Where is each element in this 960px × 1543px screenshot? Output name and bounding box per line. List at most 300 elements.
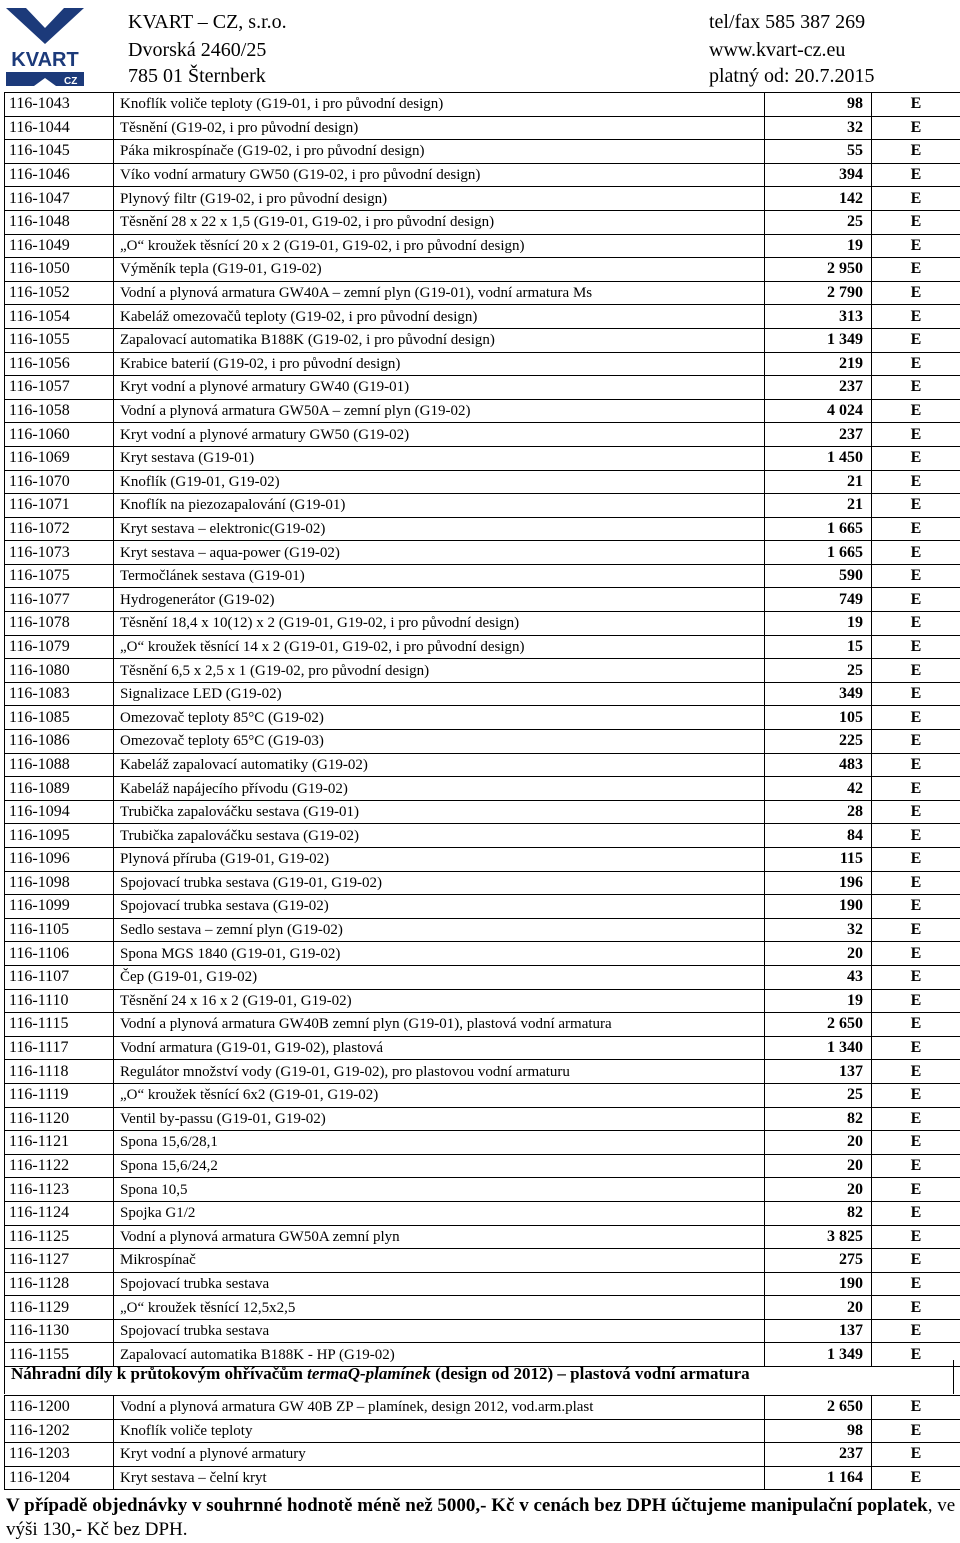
item-code: 116-1046 — [5, 163, 114, 187]
item-code: 116-1125 — [5, 1225, 114, 1249]
item-price: 98 — [765, 1419, 872, 1443]
item-code: 116-1115 — [5, 1013, 114, 1037]
item-price: 20 — [765, 1154, 872, 1178]
item-name: Kryt vodní a plynové armatury GW40 (G19-01) — [114, 376, 765, 400]
item-name: Omezovač teploty 65°C (G19-03) — [114, 730, 765, 754]
section-heading — [4, 1360, 954, 1394]
table-row — [5, 1249, 960, 1273]
item-name: Plynová příruba (G19-01, G19-02) — [114, 848, 765, 872]
item-price: 190 — [765, 895, 872, 919]
item-currency: E — [872, 730, 960, 754]
item-code: 116-1120 — [5, 1107, 114, 1131]
item-price: 2 650 — [765, 1396, 872, 1420]
item-code: 116-1052 — [5, 281, 114, 305]
price-table-2012 — [4, 1395, 960, 1490]
item-currency: E — [872, 848, 960, 872]
table-row — [5, 541, 960, 565]
table-row — [5, 1443, 960, 1467]
item-code: 116-1056 — [5, 352, 114, 376]
table-row — [5, 446, 960, 470]
table-row — [5, 965, 960, 989]
table-row — [5, 116, 960, 140]
item-currency: E — [872, 1466, 960, 1490]
item-code: 116-1048 — [5, 210, 114, 234]
item-currency: E — [872, 399, 960, 423]
footer-note-normal: , ve výši 130,- Kč bez DPH. — [6, 1495, 956, 1540]
item-code: 116-1124 — [5, 1201, 114, 1225]
table-row — [5, 1396, 960, 1420]
item-code: 116-1071 — [5, 494, 114, 518]
table-row — [5, 1107, 960, 1131]
item-name: Kryt vodní a plynové armatury GW50 (G19-02) — [114, 423, 765, 447]
item-currency: E — [872, 281, 960, 305]
item-name: Omezovač teploty 85°C (G19-02) — [114, 706, 765, 730]
item-name: Těsnění (G19-02, i pro původní design) — [114, 116, 765, 140]
item-price: 590 — [765, 564, 872, 588]
table-row — [5, 1466, 960, 1490]
item-name: Plynový filtr (G19-02, i pro původní design) — [114, 187, 765, 211]
item-name: Knoflík voliče teploty (G19-01, i pro původní design) — [114, 93, 765, 117]
item-name: Spojovací trubka sestava (G19-02) — [114, 895, 765, 919]
section-heading-part1: Náhradní díly k průtokovým ohřívačům — [11, 1364, 308, 1383]
item-code: 116-1096 — [5, 848, 114, 872]
table-row — [5, 871, 960, 895]
item-currency: E — [872, 965, 960, 989]
item-price: 137 — [765, 1060, 872, 1084]
item-code: 116-1127 — [5, 1249, 114, 1273]
item-price: 42 — [765, 777, 872, 801]
item-price: 20 — [765, 1296, 872, 1320]
item-currency: E — [872, 682, 960, 706]
item-currency: E — [872, 1178, 960, 1202]
item-name: Kryt sestava – elektronic(G19-02) — [114, 517, 765, 541]
item-price: 2 950 — [765, 258, 872, 282]
item-code: 116-1117 — [5, 1036, 114, 1060]
item-code: 116-1070 — [5, 470, 114, 494]
item-currency: E — [872, 635, 960, 659]
item-price: 1 164 — [765, 1466, 872, 1490]
item-name: Zapalovací automatika B188K (G19-02, i pro původní design) — [114, 328, 765, 352]
item-currency: E — [872, 564, 960, 588]
table-row — [5, 682, 960, 706]
item-price: 1 665 — [765, 541, 872, 565]
item-currency: E — [872, 116, 960, 140]
item-price: 1 450 — [765, 446, 872, 470]
item-code: 116-1118 — [5, 1060, 114, 1084]
item-code: 116-1106 — [5, 942, 114, 966]
item-code: 116-1073 — [5, 541, 114, 565]
table-row — [5, 328, 960, 352]
item-name: Ventil by-passu (G19-01, G19-02) — [114, 1107, 765, 1131]
page-header — [0, 0, 960, 92]
table-row — [5, 1013, 960, 1037]
item-name: Spona 15,6/28,1 — [114, 1131, 765, 1155]
table-row — [5, 140, 960, 164]
item-name: Hydrogenerátor (G19-02) — [114, 588, 765, 612]
item-name: Trubička zapalováčku sestava (G19-01) — [114, 800, 765, 824]
item-currency: E — [872, 871, 960, 895]
item-currency: E — [872, 1083, 960, 1107]
item-code: 116-1060 — [5, 423, 114, 447]
item-price: 237 — [765, 423, 872, 447]
section-heading-part3: (design od 2012) – plastová vodní armatura — [430, 1364, 750, 1383]
item-name: Kabeláž omezovačů teploty (G19-02, i pro původní design) — [114, 305, 765, 329]
table-row — [5, 423, 960, 447]
item-price: 1 349 — [765, 328, 872, 352]
item-code: 116-1075 — [5, 564, 114, 588]
item-currency: E — [872, 1154, 960, 1178]
kvart-logo — [4, 4, 86, 88]
item-code: 116-1121 — [5, 1131, 114, 1155]
company-city: 785 01 Šternberk — [128, 65, 266, 87]
item-currency: E — [872, 305, 960, 329]
table-row — [5, 895, 960, 919]
table-row — [5, 942, 960, 966]
item-currency: E — [872, 1060, 960, 1084]
item-code: 116-1069 — [5, 446, 114, 470]
item-code: 116-1155 — [5, 1343, 114, 1367]
table-row — [5, 494, 960, 518]
item-code: 116-1200 — [5, 1396, 114, 1420]
item-currency: E — [872, 1036, 960, 1060]
item-currency: E — [872, 140, 960, 164]
item-code: 116-1089 — [5, 777, 114, 801]
item-name: Víko vodní armatury GW50 (G19-02, i pro původní design) — [114, 163, 765, 187]
item-code: 116-1072 — [5, 517, 114, 541]
item-code: 116-1107 — [5, 965, 114, 989]
item-currency: E — [872, 517, 960, 541]
table-row — [5, 1296, 960, 1320]
table-row — [5, 305, 960, 329]
item-code: 116-1080 — [5, 659, 114, 683]
item-price: 25 — [765, 210, 872, 234]
table-row — [5, 376, 960, 400]
item-name: Zapalovací automatika B188K - HP (G19-02) — [114, 1343, 765, 1367]
table-row — [5, 1154, 960, 1178]
item-currency: E — [872, 1107, 960, 1131]
item-price: 142 — [765, 187, 872, 211]
item-price: 137 — [765, 1319, 872, 1343]
item-currency: E — [872, 234, 960, 258]
item-currency: E — [872, 328, 960, 352]
item-price: 21 — [765, 494, 872, 518]
item-price: 483 — [765, 753, 872, 777]
item-name: Kryt sestava – aqua-power (G19-02) — [114, 541, 765, 565]
table-row — [5, 1319, 960, 1343]
item-price: 21 — [765, 470, 872, 494]
item-code: 116-1083 — [5, 682, 114, 706]
item-name: Mikrospínač — [114, 1249, 765, 1273]
item-code: 116-1057 — [5, 376, 114, 400]
table-row — [5, 848, 960, 872]
item-price: 20 — [765, 1178, 872, 1202]
item-currency: E — [872, 1396, 960, 1420]
item-name: Vodní a plynová armatura GW50A – zemní plyn (G19-02) — [114, 399, 765, 423]
item-currency: E — [872, 1249, 960, 1273]
item-currency: E — [872, 187, 960, 211]
item-price: 98 — [765, 93, 872, 117]
item-name: Knoflík (G19-01, G19-02) — [114, 470, 765, 494]
item-currency: E — [872, 1443, 960, 1467]
item-name: Signalizace LED (G19-02) — [114, 682, 765, 706]
item-price: 2 790 — [765, 281, 872, 305]
item-name: Sedlo sestava – zemní plyn (G19-02) — [114, 918, 765, 942]
item-currency: E — [872, 1201, 960, 1225]
item-price: 190 — [765, 1272, 872, 1296]
item-code: 116-1045 — [5, 140, 114, 164]
item-name: Kryt sestava – čelní kryt — [114, 1466, 765, 1490]
table-row — [5, 918, 960, 942]
item-code: 116-1122 — [5, 1154, 114, 1178]
item-currency: E — [872, 659, 960, 683]
table-row — [5, 824, 960, 848]
item-currency: E — [872, 258, 960, 282]
item-price: 32 — [765, 116, 872, 140]
table-row — [5, 1131, 960, 1155]
item-name: Kabeláž napájecího přívodu (G19-02) — [114, 777, 765, 801]
item-name: Spojovací trubka sestava — [114, 1319, 765, 1343]
item-currency: E — [872, 163, 960, 187]
table-row — [5, 730, 960, 754]
item-currency: E — [872, 612, 960, 636]
item-price: 55 — [765, 140, 872, 164]
item-name: „O“ kroužek těsnící 14 x 2 (G19-01, G19-02, i pro původní design) — [114, 635, 765, 659]
logo-text: KVART — [11, 49, 79, 71]
item-price: 19 — [765, 234, 872, 258]
item-currency: E — [872, 1013, 960, 1037]
item-price: 1 349 — [765, 1343, 872, 1367]
item-currency: E — [872, 989, 960, 1013]
item-name: Spona 15,6/24,2 — [114, 1154, 765, 1178]
item-currency: E — [872, 541, 960, 565]
item-name: Termočlánek sestava (G19-01) — [114, 564, 765, 588]
item-price: 225 — [765, 730, 872, 754]
item-price: 196 — [765, 871, 872, 895]
item-code: 116-1049 — [5, 234, 114, 258]
item-price: 749 — [765, 588, 872, 612]
item-price: 82 — [765, 1107, 872, 1131]
table-row — [5, 210, 960, 234]
table-row — [5, 399, 960, 423]
item-code: 116-1058 — [5, 399, 114, 423]
valid-from: platný od: 20.7.2015 — [709, 65, 875, 87]
item-name: Vodní a plynová armatura GW50A zemní plyn — [114, 1225, 765, 1249]
item-currency: E — [872, 588, 960, 612]
item-price: 394 — [765, 163, 872, 187]
item-name: Těsnění 6,5 x 2,5 x 1 (G19-02, pro původní design) — [114, 659, 765, 683]
item-code: 116-1123 — [5, 1178, 114, 1202]
item-code: 116-1094 — [5, 800, 114, 824]
item-name: „O“ kroužek těsnící 20 x 2 (G19-01, G19-02, i pro původní design) — [114, 234, 765, 258]
item-price: 1 665 — [765, 517, 872, 541]
item-code: 116-1050 — [5, 258, 114, 282]
item-code: 116-1043 — [5, 93, 114, 117]
item-currency: E — [872, 800, 960, 824]
table-row — [5, 777, 960, 801]
item-code: 116-1054 — [5, 305, 114, 329]
table-row — [5, 564, 960, 588]
table-row — [5, 1225, 960, 1249]
item-currency: E — [872, 470, 960, 494]
item-currency: E — [872, 1296, 960, 1320]
item-code: 116-1130 — [5, 1319, 114, 1343]
item-name: Spojka G1/2 — [114, 1201, 765, 1225]
item-name: Kryt sestava (G19-01) — [114, 446, 765, 470]
item-name: Těsnění 28 x 22 x 1,5 (G19-01, G19-02, i pro původní design) — [114, 210, 765, 234]
table-row — [5, 258, 960, 282]
company-phone: tel/fax 585 387 269 — [709, 11, 866, 33]
item-name: Regulátor množství vody (G19-01, G19-02), pro plastovou vodní armaturu — [114, 1060, 765, 1084]
item-currency: E — [872, 494, 960, 518]
item-price: 237 — [765, 376, 872, 400]
item-price: 20 — [765, 942, 872, 966]
table-row — [5, 706, 960, 730]
item-code: 116-1079 — [5, 635, 114, 659]
item-price: 28 — [765, 800, 872, 824]
item-price: 1 340 — [765, 1036, 872, 1060]
item-name: Knoflík na piezozapalování (G19-01) — [114, 494, 765, 518]
item-price: 15 — [765, 635, 872, 659]
table-row — [5, 989, 960, 1013]
item-currency: E — [872, 1319, 960, 1343]
item-name: Vodní a plynová armatura GW40B zemní plyn (G19-01), plastová vodní armatura — [114, 1013, 765, 1037]
item-currency: E — [872, 446, 960, 470]
item-code: 116-1078 — [5, 612, 114, 636]
item-price: 25 — [765, 1083, 872, 1107]
item-code: 116-1110 — [5, 989, 114, 1013]
item-code: 116-1098 — [5, 871, 114, 895]
item-currency: E — [872, 1343, 960, 1367]
table-row — [5, 1201, 960, 1225]
item-code: 116-1095 — [5, 824, 114, 848]
company-name: KVART – CZ, s.r.o. — [128, 11, 287, 33]
item-name: „O“ kroužek těsnící 6x2 (G19-01, G19-02) — [114, 1083, 765, 1107]
table-row — [5, 612, 960, 636]
item-code: 116-1203 — [5, 1443, 114, 1467]
item-name: Páka mikrospínače (G19-02, i pro původní design) — [114, 140, 765, 164]
item-price: 43 — [765, 965, 872, 989]
item-name: Krabice baterií (G19-02, i pro původní design) — [114, 352, 765, 376]
item-price: 275 — [765, 1249, 872, 1273]
table-row — [5, 187, 960, 211]
item-name: Vodní a plynová armatura GW40A – zemní plyn (G19-01), vodní armatura Ms — [114, 281, 765, 305]
item-price: 3 825 — [765, 1225, 872, 1249]
table-row — [5, 163, 960, 187]
item-price: 105 — [765, 706, 872, 730]
table-row — [5, 1272, 960, 1296]
table-row — [5, 281, 960, 305]
table-row — [5, 753, 960, 777]
table-row — [5, 1178, 960, 1202]
item-price: 4 024 — [765, 399, 872, 423]
item-currency: E — [872, 942, 960, 966]
item-currency: E — [872, 423, 960, 447]
table-row — [5, 1036, 960, 1060]
item-price: 32 — [765, 918, 872, 942]
table-row — [5, 234, 960, 258]
table-row — [5, 635, 960, 659]
item-price: 82 — [765, 1201, 872, 1225]
item-price: 115 — [765, 848, 872, 872]
table-row — [5, 517, 960, 541]
item-currency: E — [872, 753, 960, 777]
item-price: 25 — [765, 659, 872, 683]
item-code: 116-1129 — [5, 1296, 114, 1320]
logo-sub: CZ — [64, 76, 78, 87]
item-name: Vodní a plynová armatura GW 40B ZP – plamínek, design 2012, vod.arm.plast — [114, 1396, 765, 1420]
table-row — [5, 800, 960, 824]
item-code: 116-1128 — [5, 1272, 114, 1296]
item-price: 313 — [765, 305, 872, 329]
footer-note-bold: V případě objednávky v souhrnné hodnotě méně než 5000,- Kč v cenách bez DPH účtujeme manipulační poplatek — [6, 1495, 928, 1516]
table-row — [5, 588, 960, 612]
item-name: Kryt vodní a plynové armatury — [114, 1443, 765, 1467]
item-price: 2 650 — [765, 1013, 872, 1037]
item-currency: E — [872, 895, 960, 919]
item-currency: E — [872, 918, 960, 942]
item-currency: E — [872, 1419, 960, 1443]
table-row — [5, 93, 960, 117]
item-code: 116-1086 — [5, 730, 114, 754]
item-price: 237 — [765, 1443, 872, 1467]
item-name: Knoflík voliče teploty — [114, 1419, 765, 1443]
item-name: Spojovací trubka sestava — [114, 1272, 765, 1296]
item-price: 219 — [765, 352, 872, 376]
item-name: Těsnění 24 x 16 x 2 (G19-01, G19-02) — [114, 989, 765, 1013]
item-price: 19 — [765, 612, 872, 636]
item-price: 349 — [765, 682, 872, 706]
item-name: Trubička zapalováčku sestava (G19-02) — [114, 824, 765, 848]
section-heading-brand: termaQ-plamínek — [307, 1364, 431, 1383]
item-currency: E — [872, 777, 960, 801]
footer-note — [6, 1494, 956, 1542]
table-row — [5, 470, 960, 494]
price-table — [4, 92, 960, 1367]
item-code: 116-1105 — [5, 918, 114, 942]
item-price: 19 — [765, 989, 872, 1013]
item-price: 20 — [765, 1131, 872, 1155]
company-street: Dvorská 2460/25 — [128, 39, 267, 61]
item-price: 84 — [765, 824, 872, 848]
item-code: 116-1202 — [5, 1419, 114, 1443]
item-name: Vodní armatura (G19-01, G19-02), plastová — [114, 1036, 765, 1060]
item-code: 116-1044 — [5, 116, 114, 140]
item-currency: E — [872, 210, 960, 234]
table-row — [5, 1419, 960, 1443]
item-name: Kabeláž zapalovací automatiky (G19-02) — [114, 753, 765, 777]
item-currency: E — [872, 1225, 960, 1249]
item-currency: E — [872, 352, 960, 376]
item-name: Spona 10,5 — [114, 1178, 765, 1202]
table-row — [5, 1083, 960, 1107]
item-name: Čep (G19-01, G19-02) — [114, 965, 765, 989]
item-currency: E — [872, 824, 960, 848]
item-code: 116-1055 — [5, 328, 114, 352]
item-code: 116-1119 — [5, 1083, 114, 1107]
item-code: 116-1204 — [5, 1466, 114, 1490]
table-row — [5, 352, 960, 376]
item-currency: E — [872, 376, 960, 400]
item-currency: E — [872, 93, 960, 117]
item-code: 116-1085 — [5, 706, 114, 730]
item-name: Spona MGS 1840 (G19-01, G19-02) — [114, 942, 765, 966]
item-name: Spojovací trubka sestava (G19-01, G19-02) — [114, 871, 765, 895]
table-row — [5, 659, 960, 683]
table-row — [5, 1060, 960, 1084]
company-web: www.kvart-cz.eu — [709, 39, 846, 61]
item-name: Výměník tepla (G19-01, G19-02) — [114, 258, 765, 282]
item-name: „O“ kroužek těsnící 12,5x2,5 — [114, 1296, 765, 1320]
